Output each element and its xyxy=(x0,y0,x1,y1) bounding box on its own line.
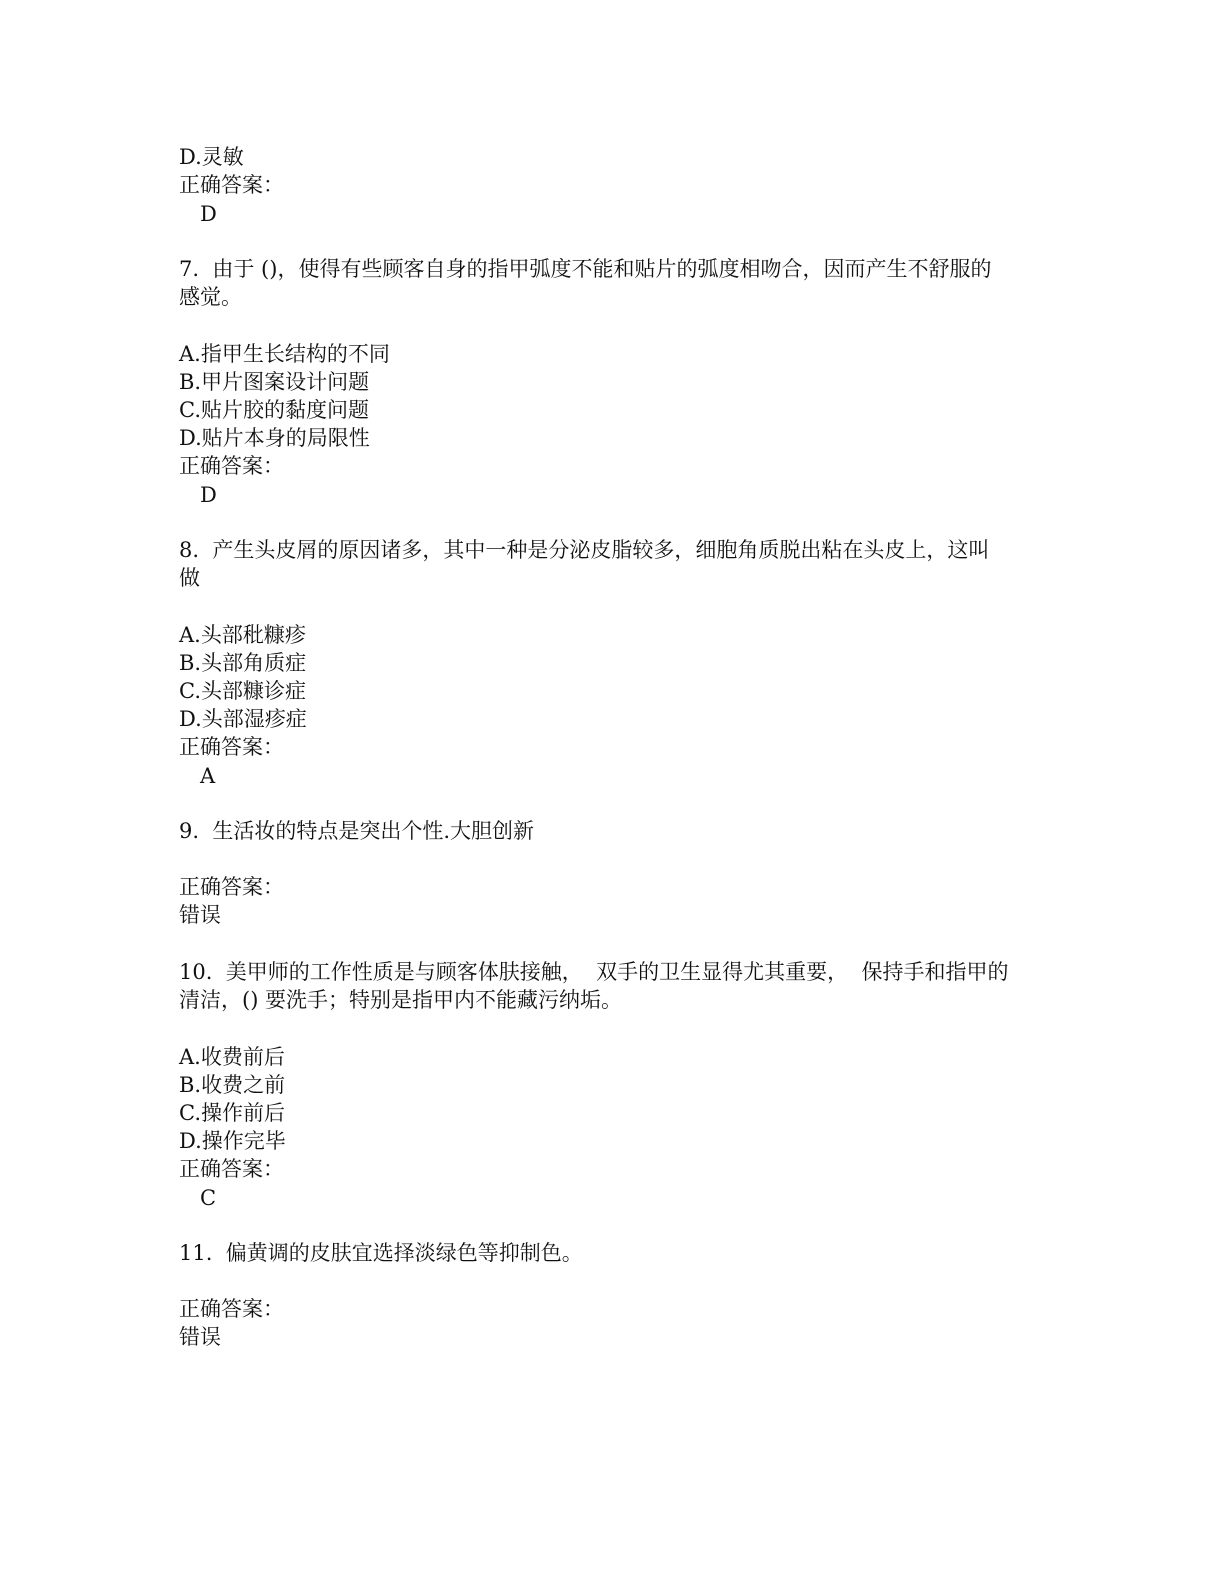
answer-value: 错误 xyxy=(179,903,221,927)
question-11-text: 11. 偏黄调的皮肤宜选择淡绿色等抑制色。 xyxy=(179,1241,583,1265)
question-10-text: 10. 美甲师的工作性质是与顾客体肤接触， 双手的卫生显得尤其重要， 保持手和指甲的 xyxy=(179,960,1009,984)
answer-value: D xyxy=(200,202,217,226)
option-d: D.头部湿疹症 xyxy=(179,707,307,731)
answer-label: 正确答案： xyxy=(179,1157,284,1181)
option-b: B.收费之前 xyxy=(179,1073,286,1097)
answer-value: C xyxy=(200,1186,217,1210)
option-c: C.贴片胶的黏度问题 xyxy=(179,398,369,422)
answer-label: 正确答案： xyxy=(179,173,284,197)
option-b: B.甲片图案设计问题 xyxy=(179,370,370,394)
answer-value: A xyxy=(200,764,216,788)
answer-label: 正确答案： xyxy=(179,875,284,899)
option-a: A.收费前后 xyxy=(179,1045,285,1069)
option-d: D.灵敏 xyxy=(179,145,244,169)
question-10-text-cont: 清洁，() 要洗手；特别是指甲内不能藏污纳垢。 xyxy=(179,988,623,1012)
question-7-text-cont: 感觉。 xyxy=(179,285,242,309)
option-d: D.操作完毕 xyxy=(179,1129,286,1153)
answer-label: 正确答案： xyxy=(179,454,284,478)
answer-label: 正确答案： xyxy=(179,1297,284,1321)
answer-label: 正确答案： xyxy=(179,735,284,759)
question-7-text: 7. 由于 ()，使得有些顾客自身的指甲弧度不能和贴片的弧度相吻合，因而产生不舒服的 xyxy=(179,257,992,281)
option-d: D.贴片本身的局限性 xyxy=(179,426,370,450)
question-8-text: 8. 产生头皮屑的原因诸多，其中一种是分泌皮脂较多，细胞角质脱出粘在头皮上，这叫 xyxy=(179,538,990,562)
option-c: C.操作前后 xyxy=(179,1101,285,1125)
question-9-text: 9. 生活妆的特点是突出个性.大胆创新 xyxy=(179,819,535,843)
answer-value: 错误 xyxy=(179,1325,221,1349)
option-a: A.指甲生长结构的不同 xyxy=(179,342,390,366)
option-b: B.头部角质症 xyxy=(179,651,307,675)
question-8-text-cont: 做 xyxy=(179,566,200,590)
option-c: C.头部糠诊症 xyxy=(179,679,306,703)
answer-value: D xyxy=(200,483,217,507)
option-a: A.头部秕糠疹 xyxy=(179,623,306,647)
